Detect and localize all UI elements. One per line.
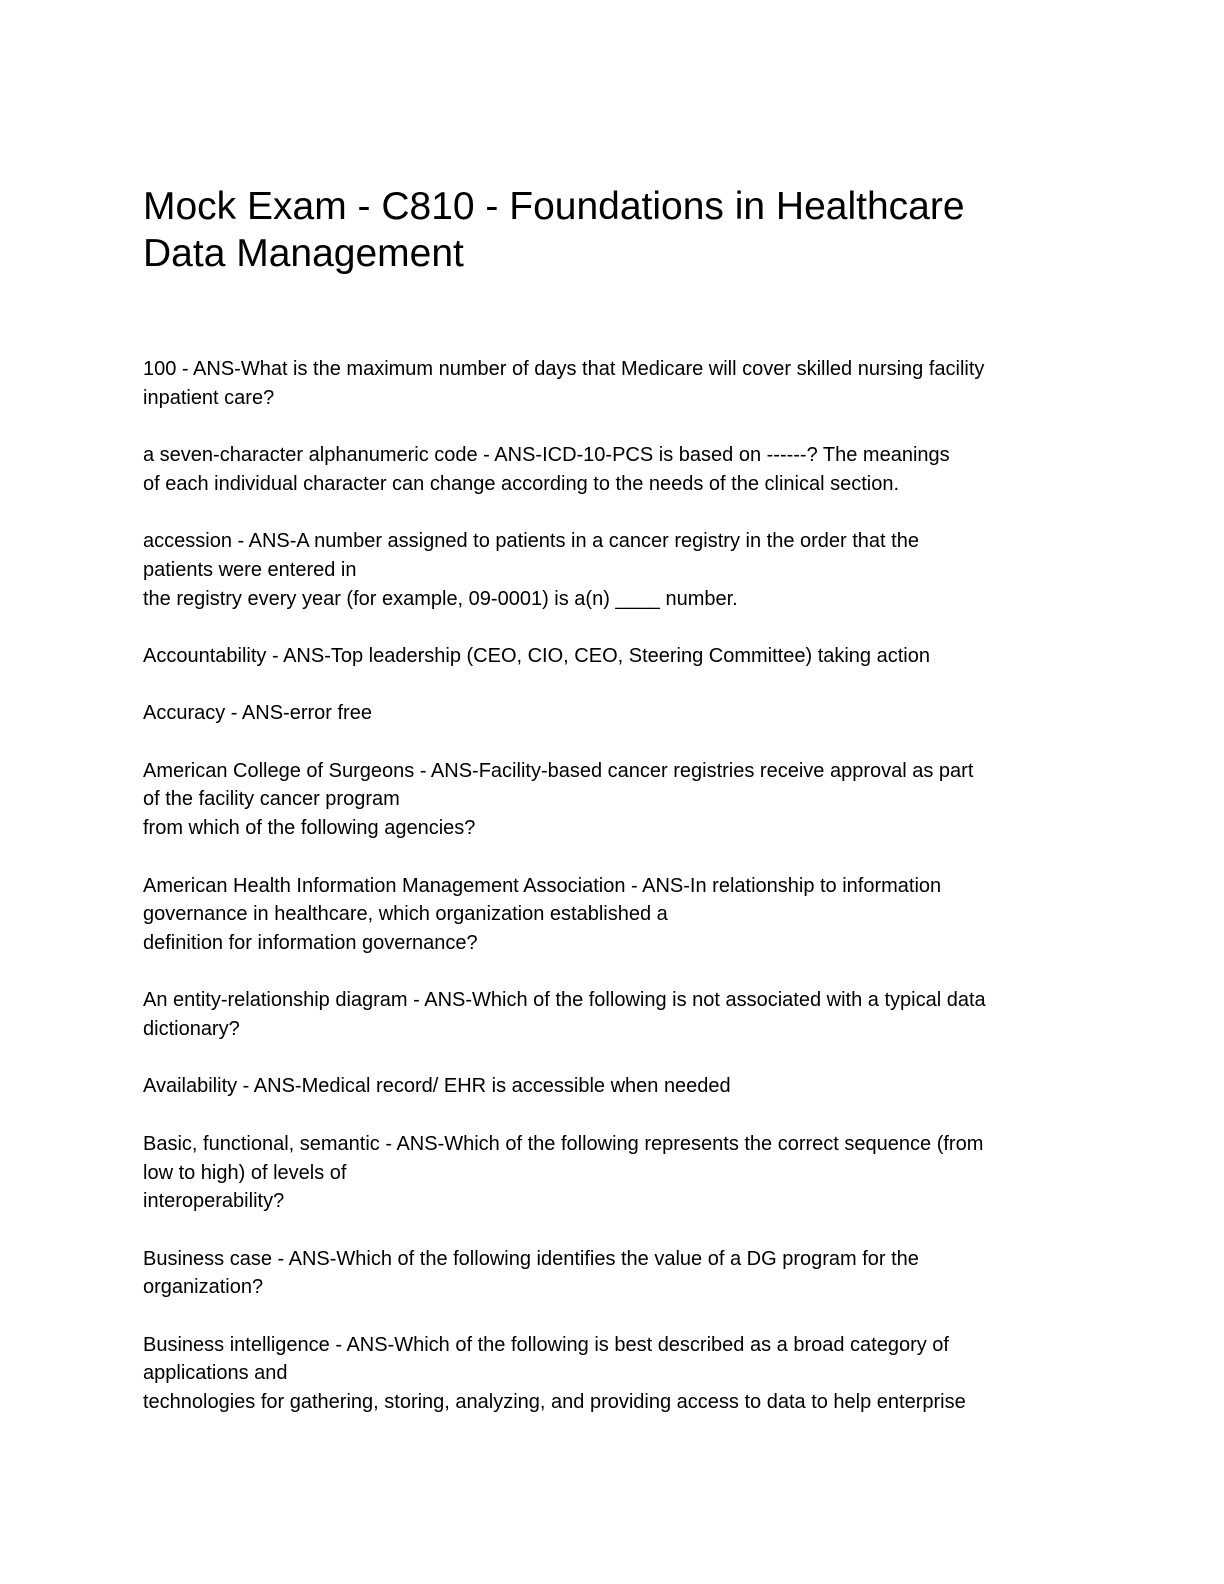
entry-line: governance in healthcare, which organization established a [143, 903, 668, 926]
flashcard-entry [143, 872, 1083, 958]
entry-line: Accuracy - ANS-error free [143, 702, 372, 725]
entry-line: of each individual character can change according to the needs of the clinical section. [143, 472, 900, 495]
flashcard-entry [143, 1331, 1083, 1417]
entry-line: the registry every year (for example, 09-0001) is a(n) ____ number. [143, 587, 738, 610]
title-line: Data Management [143, 232, 464, 275]
entry-line: organization? [143, 1276, 264, 1299]
entry-line: inpatient care? [143, 386, 275, 409]
entry-line: a seven-character alphanumeric code - ANS-ICD-10-PCS is based on ------? The meanings [143, 444, 950, 467]
flashcard-entry [143, 1072, 1083, 1101]
flashcard-entry [143, 441, 1083, 498]
entry-line: Availability - ANS-Medical record/ EHR is accessible when needed [143, 1075, 731, 1098]
entry-line: Business case - ANS-Which of the following identifies the value of a DG program for the [143, 1247, 919, 1270]
entry-line: dictionary? [143, 1018, 240, 1041]
entry-line: Business intelligence - ANS-Which of the following is best described as a broad category of [143, 1333, 949, 1356]
flashcard-entry [143, 1245, 1083, 1302]
entry-line: Accountability - ANS-Top leadership (CEO, CIO, CEO, Steering Committee) taking action [143, 644, 930, 667]
flashcard-list [143, 355, 1083, 1446]
flashcard-entry [143, 355, 1083, 412]
flashcard-entry [143, 1130, 1083, 1216]
entry-line: of the facility cancer program [143, 788, 400, 811]
flashcard-entry [143, 699, 1083, 728]
flashcard-entry [143, 527, 1083, 613]
entry-line: definition for information governance? [143, 931, 478, 954]
entry-line: accession - ANS-A number assigned to patients in a cancer registry in the order that the [143, 530, 919, 553]
entry-line: from which of the following agencies? [143, 817, 476, 840]
entry-line: applications and [143, 1362, 288, 1385]
entry-line: low to high) of levels of [143, 1161, 347, 1184]
page-title [143, 183, 1103, 277]
entry-line: American College of Surgeons - ANS-Facility-based cancer registries receive approval as part [143, 759, 974, 782]
entry-line: interoperability? [143, 1190, 285, 1213]
entry-line: An entity-relationship diagram - ANS-Which of the following is not associated with a typical data [143, 989, 986, 1012]
flashcard-entry [143, 986, 1083, 1043]
flashcard-entry [143, 757, 1083, 843]
entry-line: patients were entered in [143, 558, 357, 581]
entry-line: 100 - ANS-What is the maximum number of days that Medicare will cover skilled nursing facility [143, 358, 985, 380]
entry-line: technologies for gathering, storing, analyzing, and providing access to data to help enterprise [143, 1391, 966, 1414]
entry-line: American Health Information Management Association - ANS-In relationship to information [143, 874, 942, 897]
entry-line: Basic, functional, semantic - ANS-Which of the following represents the correct sequence (from [143, 1132, 984, 1155]
title-line: Mock Exam - C810 - Foundations in Healthcare [143, 185, 965, 228]
flashcard-entry [143, 642, 1083, 671]
